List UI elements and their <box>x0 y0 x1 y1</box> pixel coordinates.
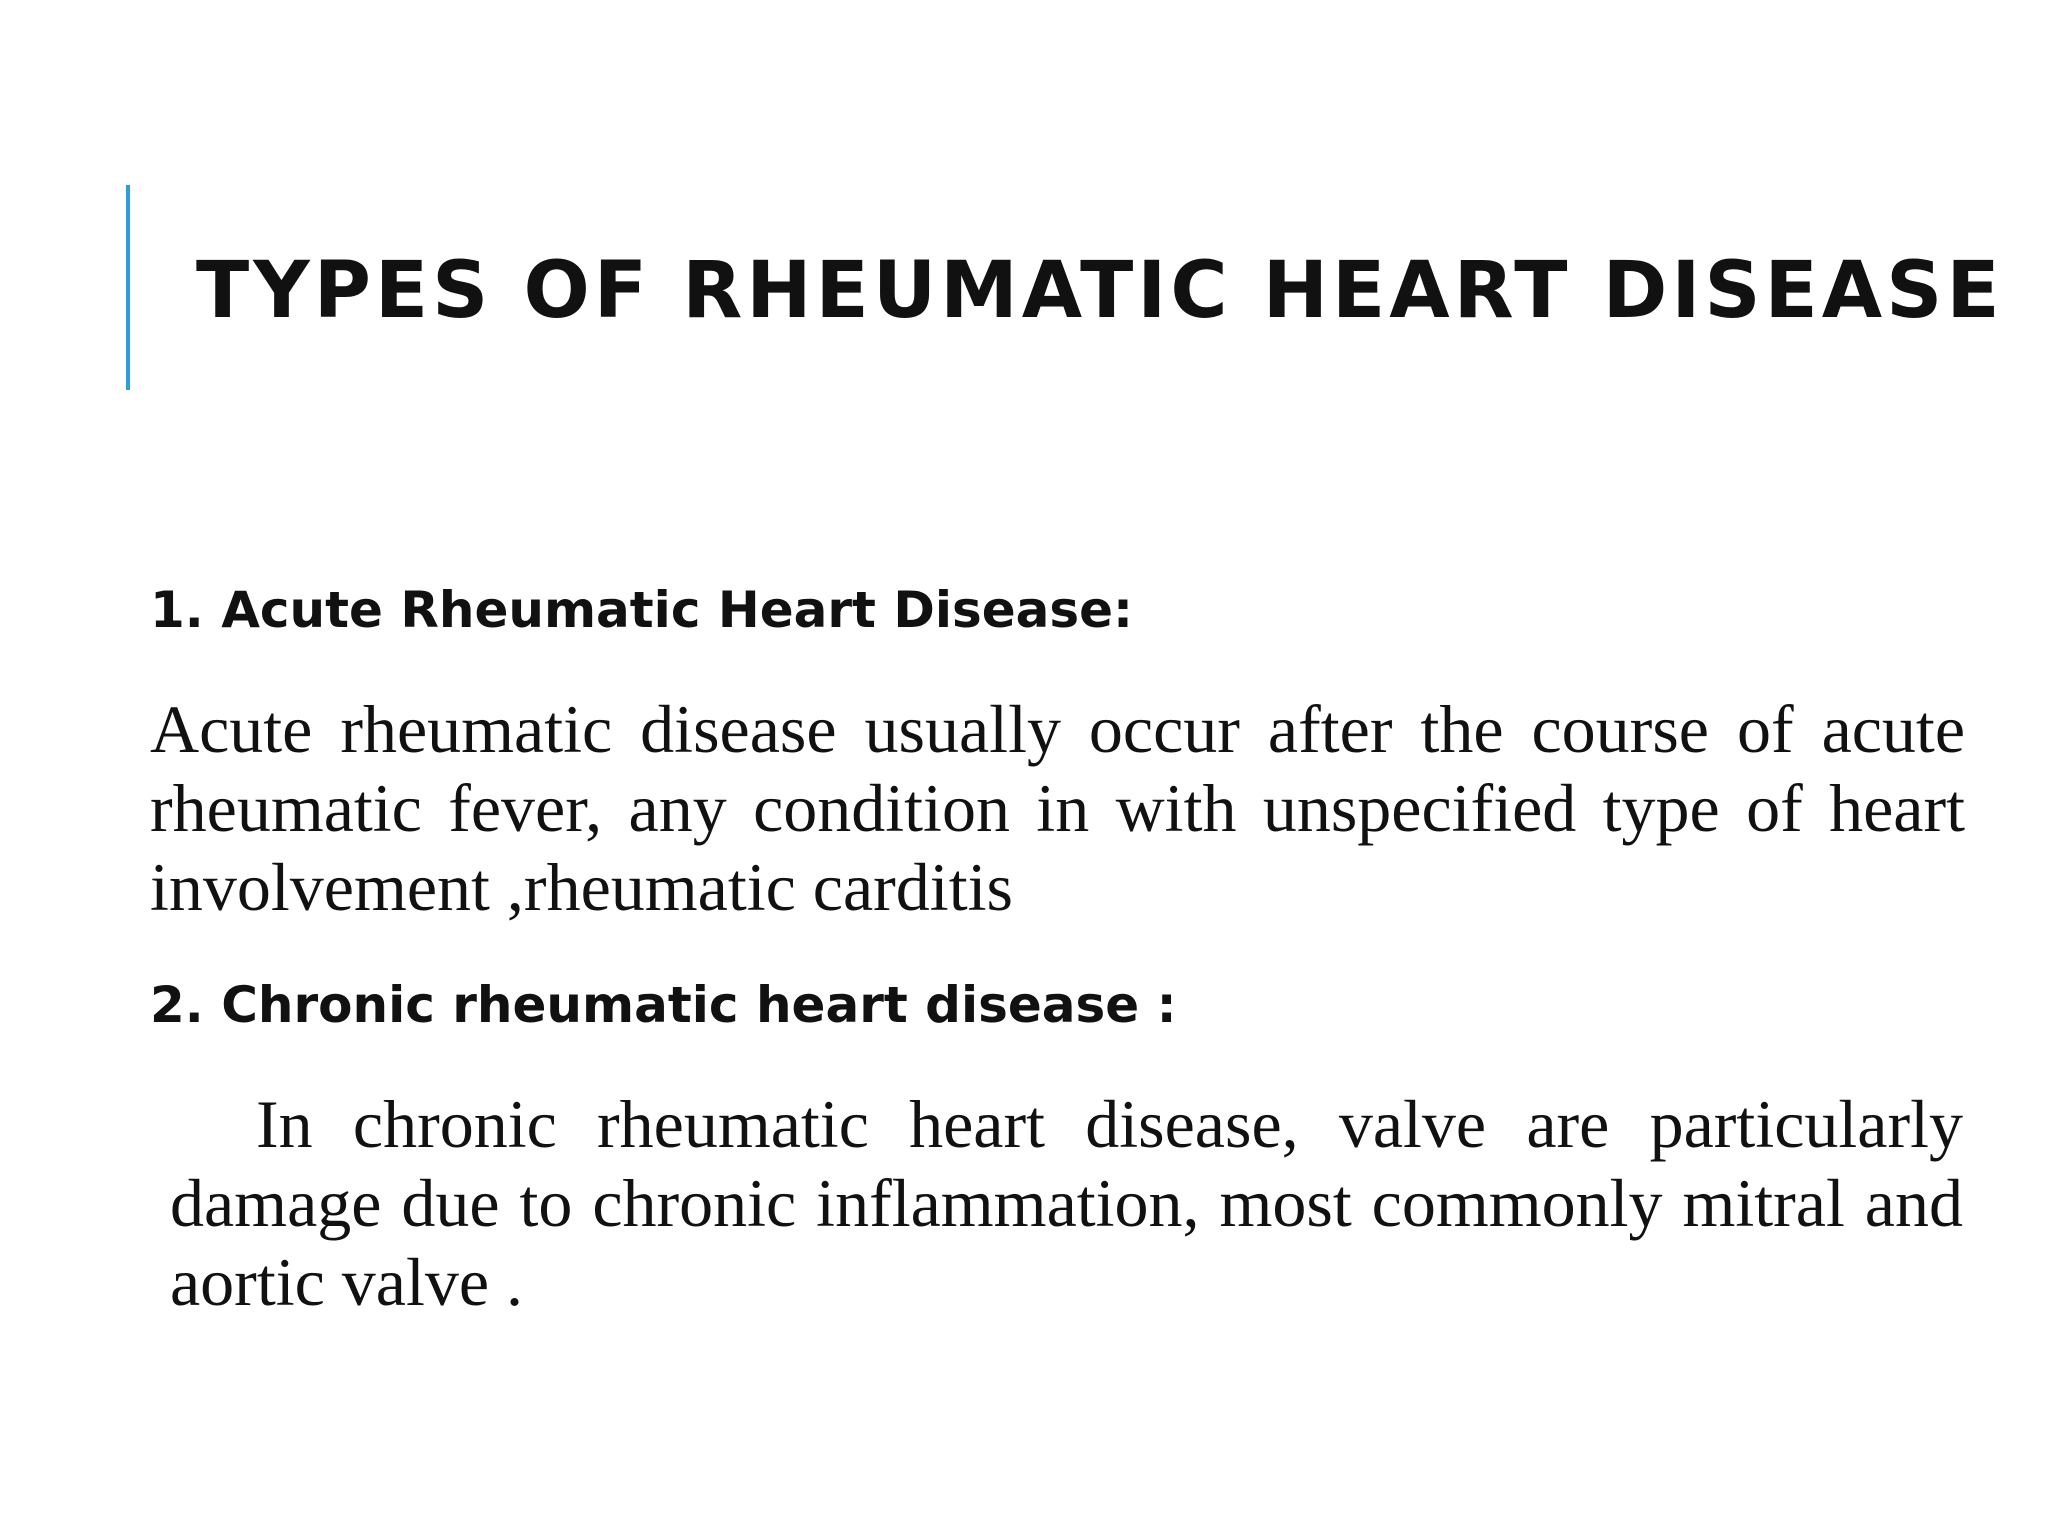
slide-title: TYPES OF RHEUMATIC HEART DISEASE <box>196 246 2004 336</box>
section-body-acute: Acute rheumatic disease usually occur after the course of acute rheumatic fever, any condition in with unspecified type of heart involvement ,rheumatic carditis <box>150 691 1965 925</box>
section-heading-acute: 1. Acute Rheumatic Heart Disease: <box>150 581 1134 639</box>
section-body-chronic: In chronic rheumatic heart disease, valve are particularly damage due to chronic inflammation, most commonly mitral and aortic valve . <box>170 1086 1963 1320</box>
title-accent-bar <box>126 185 130 390</box>
section-heading-chronic: 2. Chronic rheumatic heart disease : <box>150 976 1177 1034</box>
